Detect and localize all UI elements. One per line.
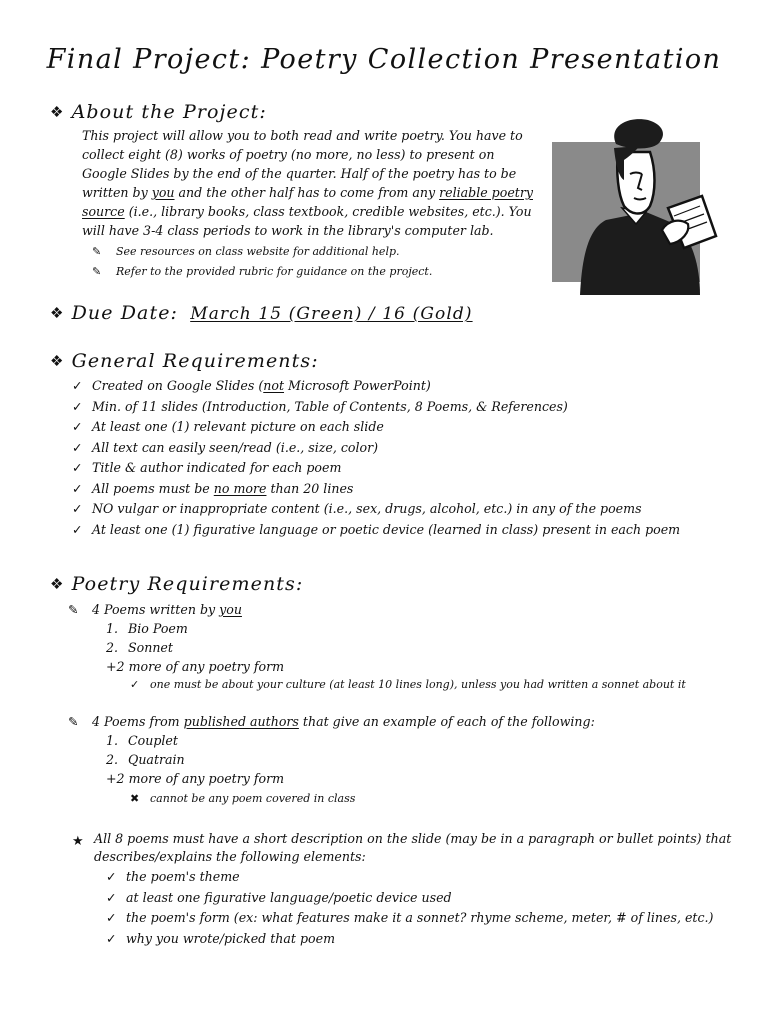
about-note: ✎ See resources on class website for additional help. <box>92 245 400 258</box>
requirement-item: ✓ All text can easily seen/read (i.e., size, color) <box>72 440 379 455</box>
requirement-item: ✓ Created on Google Slides (not Microsoft PowerPoint) <box>72 378 431 393</box>
check-icon: ✓ <box>72 501 83 516</box>
x-icon: ✖ <box>130 792 140 805</box>
own-poem-form: 1. Bio Poem <box>106 621 188 636</box>
about-paragraph: This project will allow you to both read and write poetry. You have to collect eight (8) works of poetry (no more, no less) to present on Google Slides by the end of the quarter. Half of the poetry has to be written by you and the other half has to come from any reliable poetry source (i.e., library books, class textbook, credible websites, etc.). You will have 3-4 class periods to work in the library's computer lab. <box>82 128 533 238</box>
about-note: ✎ Refer to the provided rubric for guidance on the project. <box>92 265 433 278</box>
check-icon: ✓ <box>72 481 83 496</box>
page-title: Final Project: Poetry Collection Presentation <box>46 44 722 75</box>
check-icon: ✓ <box>106 869 117 884</box>
about-heading-text: About the Project: <box>71 101 267 123</box>
due-date-label: Due Date: <box>71 302 179 324</box>
check-icon: ✓ <box>106 931 117 946</box>
published-poem-form: 2. Quatrain <box>106 752 185 767</box>
diamond-bullet-icon: ❖ <box>50 352 65 370</box>
diamond-bullet-icon: ❖ <box>50 304 65 322</box>
general-heading <box>50 350 319 372</box>
own-poem-note: ✓ one must be about your culture (at least 10 lines long), unless you had written a sonnet about it <box>130 678 686 691</box>
check-icon: ✓ <box>72 399 83 414</box>
check-icon: ✓ <box>72 419 83 434</box>
requirement-item: ✓ At least one (1) relevant picture on each slide <box>72 419 384 434</box>
general-heading-text: General Requirements: <box>71 350 319 372</box>
check-icon: ✓ <box>72 378 83 393</box>
own-poem-form: 2. Sonnet <box>106 640 173 655</box>
description-element: ✓ the poem's theme <box>106 869 240 884</box>
pencil-icon: ✎ <box>68 602 79 617</box>
about-heading <box>50 101 267 123</box>
poetry-heading <box>50 573 303 595</box>
check-icon: ✓ <box>130 678 140 691</box>
requirement-item: ✓ Min. of 11 slides (Introduction, Table of Contents, 8 Poems, & References) <box>72 399 568 414</box>
check-icon: ✓ <box>106 910 117 925</box>
all-poems-description: All 8 poems must have a short description on the slide (may be in a paragraph or bullet points) that describes/explains the following elements: <box>94 831 732 864</box>
check-icon: ✓ <box>72 522 83 537</box>
requirement-item: ✓ Title & author indicated for each poem <box>72 460 342 475</box>
pencil-icon: ✎ <box>68 714 79 729</box>
published-poem-more: +2 more of any poetry form <box>106 771 285 786</box>
poetry-heading-text: Poetry Requirements: <box>71 573 304 595</box>
diamond-bullet-icon: ❖ <box>50 575 65 593</box>
due-date-value: March 15 (Green) / 16 (Gold) <box>190 304 473 324</box>
requirement-item: ✓ NO vulgar or inappropriate content (i.e., sex, drugs, alcohol, etc.) in any of the poems <box>72 501 642 516</box>
check-icon: ✓ <box>72 460 83 475</box>
published-poems-item: ✎ 4 Poems from published authors that give an example of each of the following: <box>68 714 595 729</box>
requirement-item: ✓ At least one (1) figurative language or poetic device (learned in class) present in each poem <box>72 522 681 537</box>
pencil-icon: ✎ <box>92 245 102 258</box>
due-date <box>50 302 473 324</box>
description-element: ✓ at least one figurative language/poetic device used <box>106 890 452 905</box>
star-icon: ★ <box>72 834 84 849</box>
description-element: ✓ the poem's form (ex: what features make it a sonnet? rhyme scheme, meter, # of lines, etc.) <box>106 910 714 925</box>
diamond-bullet-icon: ❖ <box>50 103 65 121</box>
requirement-item: ✓ All poems must be no more than 20 lines <box>72 481 354 496</box>
published-poem-form: 1. Couplet <box>106 733 178 748</box>
pencil-icon: ✎ <box>92 265 102 278</box>
own-poems-item: ✎ 4 Poems written by you <box>68 602 242 617</box>
check-icon: ✓ <box>106 890 117 905</box>
description-element: ✓ why you wrote/picked that poem <box>106 931 336 946</box>
check-icon: ✓ <box>72 440 83 455</box>
own-poem-more: +2 more of any poetry form <box>106 659 285 674</box>
published-poem-note: ✖ cannot be any poem covered in class <box>130 792 356 805</box>
poet-illustration <box>550 112 730 297</box>
